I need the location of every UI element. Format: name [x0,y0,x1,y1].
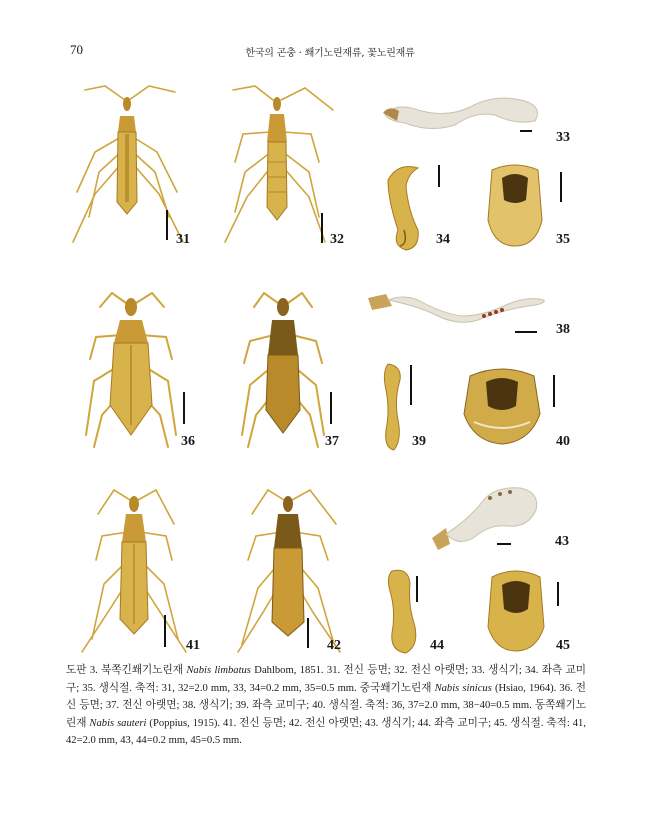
figure-label-44: 44 [430,638,444,653]
figure-33-genitalia [375,85,550,135]
scale-bar-40 [553,375,555,407]
figure-38-genitalia [358,286,553,334]
figure-40-pygophore [460,362,545,447]
figure-37-ventral-view [228,285,338,450]
species-name-sauteri: Nabis sauteri [89,717,147,729]
scale-bar-31 [166,210,168,240]
figure-label-34: 34 [436,232,450,247]
scale-bar-45 [557,582,559,606]
figure-label-36: 36 [181,434,195,449]
scale-bar-42 [307,618,309,648]
running-head: 한국의 곤충 · 쐐기노린재류, 꽃노린재류 [245,48,415,59]
figure-32-ventral-view [215,82,345,252]
scale-bar-43 [497,543,511,545]
figure-label-41: 41 [186,638,200,653]
figure-36-dorsal-view [72,285,192,450]
scale-bar-33 [520,130,532,132]
figure-44-left-paramere [378,565,428,657]
figure-31-dorsal-view [65,82,195,252]
scale-bar-35 [560,172,562,202]
figure-label-38: 38 [556,322,570,337]
caption-text-1: 도판 3. 북쪽긴쐐기노린재 [66,665,187,676]
scale-bar-38 [515,331,537,333]
figure-label-31: 31 [176,232,190,247]
plate-caption [66,662,586,750]
figure-35-pygophore [480,160,550,250]
scale-bar-36 [183,392,185,424]
figure-43-genitalia [420,478,550,553]
figure-label-40: 40 [556,434,570,449]
figure-label-37: 37 [325,434,339,449]
scale-bar-39 [410,365,412,405]
page-number: 70 [70,42,83,57]
scale-bar-37 [330,392,332,424]
figure-label-43: 43 [555,534,569,549]
species-name-sinicus: Nabis sinicus [434,682,492,694]
caption-text-3: (Hsiao, 1964). 36. 전신 등면; 37. 전신 아랫면; 38. 생식기; 39. 좌측 교미구; 40. 생식절. 축적: 36, 37=2.0 mm, 38−40=0.5 mm. 동쪽쐐기노린재 [66,682,587,729]
figure-42-ventral-view [228,484,348,654]
figure-label-39: 39 [412,434,426,449]
caption-text-2: Dahlbom, 1851. 31. 전신 등면; 32. 전신 아랫면; 33. 생식기; 34. 좌측 교미구; 35. 생식절. 축적: 31, 32=2.0 mm, 33, 34=0.2 mm, 35=0.5 mm. 중국쐐기노린재 [66,665,587,694]
figure-39-left-paramere [378,360,413,455]
scale-bar-41 [164,615,166,647]
figure-label-33: 33 [556,130,570,145]
scale-bar-34 [438,165,440,187]
species-name-limbatus: Nabis limbatus [186,665,251,676]
figure-label-32: 32 [330,232,344,247]
figure-label-42: 42 [327,638,341,653]
figure-label-45: 45 [556,638,570,653]
figure-34-left-paramere [378,160,438,255]
caption-text-4: (Poppius, 1915). 41. 전신 등면; 42. 전신 아랫면; 43. 생식기; 44. 좌측 교미구; 45. 생식절. 축적: 41, 42=2.0 mm, 43, 44=0.2 mm, 45=0.5 mm. [66,717,586,746]
scale-bar-44 [416,576,418,602]
figure-41-dorsal-view [74,484,194,654]
figure-label-35: 35 [556,232,570,247]
scale-bar-32 [321,213,323,243]
figure-45-pygophore [482,565,550,655]
